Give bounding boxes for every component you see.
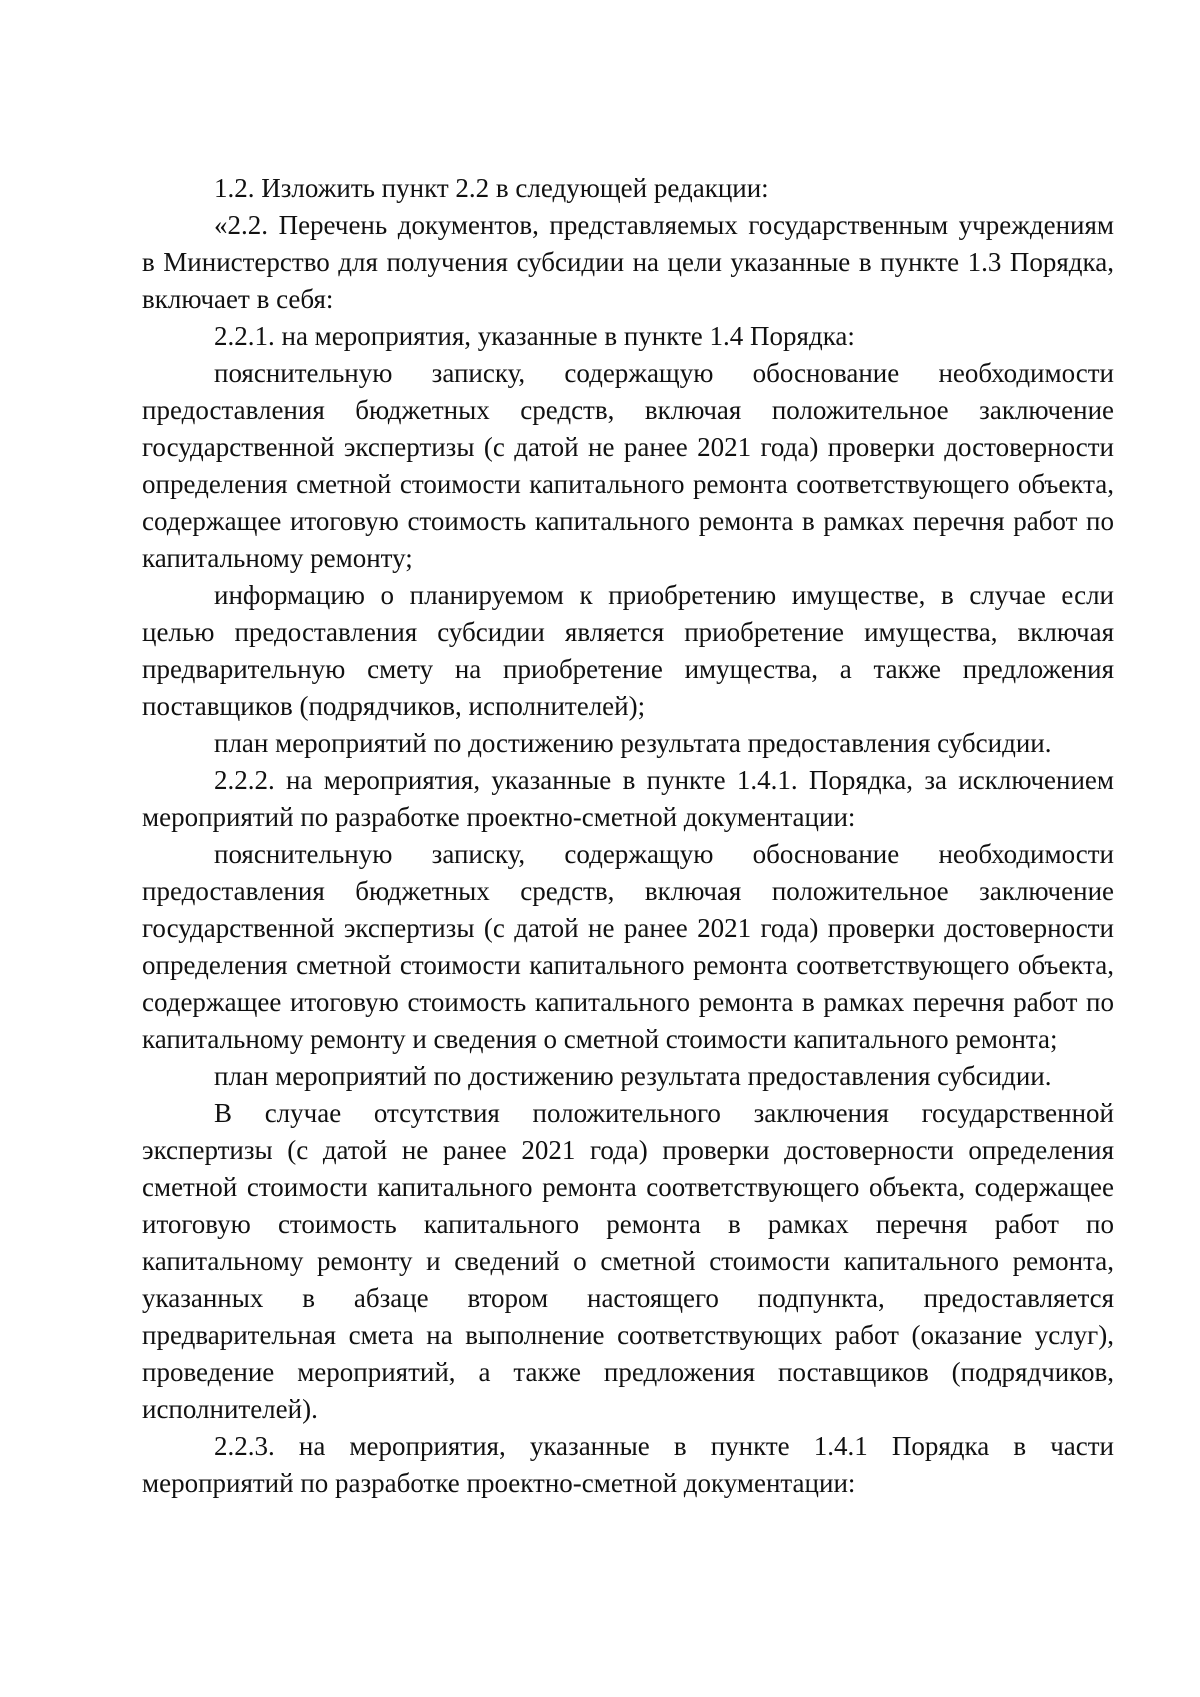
document-body bbox=[142, 170, 1114, 1502]
paragraph-2-2-1: 2.2.1. на мероприятия, указанные в пункте 1.4 Порядка: bbox=[214, 321, 855, 351]
paragraph-property-info: информацию о планируемом к приобретению имуществе, в случае если целью предоставления субсидии является приобретение имущества, включая предварительную смету на приобретение имущества, а также предложения поставщиков (подрядчиков, исполнителей); bbox=[142, 580, 1114, 721]
paragraph-action-plan-2: план мероприятий по достижению результата предоставления субсидии. bbox=[214, 1061, 1052, 1091]
paragraph-explanatory-note-2: пояснительную записку, содержащую обоснование необходимости предоставления бюджетных средств, включая положительное заключение государственной экспертизы (с датой не ранее 2021 года) проверки достоверности определения сметной стоимости капитального ремонта соответствующего объекта, содержащее итоговую стоимость капитального ремонта в рамках перечня работ по капитальному ремонту и сведения о сметной стоимости капитального ремонта; bbox=[142, 839, 1114, 1054]
paragraph-explanatory-note: пояснительную записку, содержащую обоснование необходимости предоставления бюджетных средств, включая положительное заключение государственной экспертизы (с датой не ранее 2021 года) проверки достоверности определения сметной стоимости капитального ремонта соответствующего объекта, содержащее итоговую стоимость капитального ремонта в рамках перечня работ по капитальному ремонту; bbox=[142, 358, 1114, 573]
paragraph-2-2-2: 2.2.2. на мероприятия, указанные в пункте 1.4.1. Порядка, за исключением мероприятий по разработке проектно-сметной документации: bbox=[142, 765, 1114, 832]
paragraph-2-2-intro: «2.2. Перечень документов, представляемых государственным учреждениям в Министерство для получения субсидии на цели указанные в пункте 1.3 Порядка, включает в себя: bbox=[142, 210, 1114, 314]
paragraph-absence-case: В случае отсутствия положительного заключения государственной экспертизы (с датой не ранее 2021 года) проверки достоверности определения сметной стоимости капитального ремонта соответствующего объекта, содержащее итоговую стоимость капитального ремонта в рамках перечня работ по капитальному ремонту и сведений о сметной стоимости капитального ремонта, указанных в абзаце втором настоящего подпункта, предоставляется предварительная смета на выполнение соответствующих работ (оказание услуг), проведение мероприятий, а также предложения поставщиков (подрядчиков, исполнителей). bbox=[142, 1098, 1114, 1424]
paragraph-2-2-3: 2.2.3. на мероприятия, указанные в пункте 1.4.1 Порядка в части мероприятий по разработке проектно-сметной документации: bbox=[142, 1431, 1114, 1498]
paragraph-1-2: 1.2. Изложить пункт 2.2 в следующей редакции: bbox=[214, 173, 769, 203]
paragraph-action-plan: план мероприятий по достижению результата предоставления субсидии. bbox=[214, 728, 1052, 758]
